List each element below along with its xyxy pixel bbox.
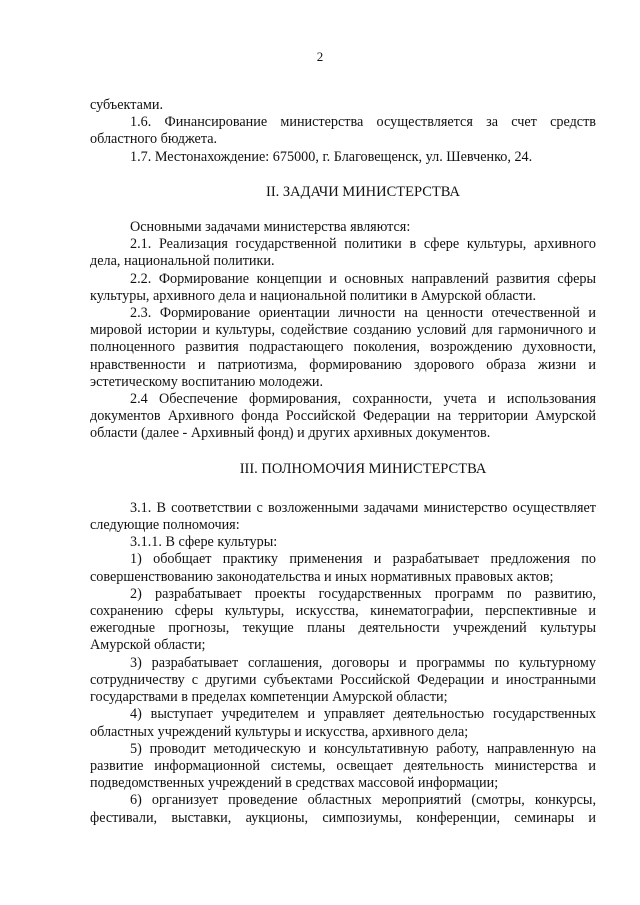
paragraph: 1.6. Финансирование министерства осуществляется за счет средств областного бюджета. <box>90 114 596 148</box>
paragraph: 2.3. Формирование ориентации личности на ценности отечественной и мировой истории и культуры, содействие созданию условий для гармоничного и полноценного развития подрастающего поколения, возрождению духовности, нравственности и патриотизма, формированию здорового образа жизни и эстетическому воспитанию молодежи. <box>90 305 596 390</box>
paragraph: 2.2. Формирование концепции и основных направлений развития сферы культуры, архивного дела и национальной политики в Амурской области. <box>90 270 596 304</box>
paragraph: 2.1. Реализация государственной политики в сфере культуры, архивного дела, национальной политики. <box>90 236 596 270</box>
paragraph: 3.1.1. В сфере культуры: <box>130 534 278 551</box>
section-heading-powers: III. ПОЛНОМОЧИЯ МИНИСТЕРСТВА <box>239 460 487 477</box>
page-number: 2 <box>316 49 324 64</box>
paragraph: 3.1. В соответствии с возложенными задачами министерство осуществляет следующие полномочия: <box>90 499 596 534</box>
paragraph: 1.7. Местонахождение: 675000, г. Благовещенск, ул. Шевченко, 24. <box>130 148 533 165</box>
paragraph: 2.4 Обеспечение формирования, сохранности, учета и использования документов Архивного фонда Российской Федерации на территории Амурской области (далее - Архивный фонд) и других архивных документов. <box>90 391 596 442</box>
paragraph: Основными задачами министерства являются: <box>130 219 411 236</box>
paragraph: 6) организует проведение областных мероприятий (смотры, конкурсы, фестивали, выставки, аукционы, симпозиумы, конференции, семинары и <box>90 792 596 826</box>
paragraph: 1) обобщает практику применения и разрабатывает предложения по совершенствованию законодательства и иных нормативных правовых актов; <box>90 551 596 585</box>
paragraph: 4) выступает учредителем и управляет деятельностью государственных областных учреждений культуры и искусства, архивного дела; <box>90 706 596 740</box>
section-heading-tasks: II. ЗАДАЧИ МИНИСТЕРСТВА <box>265 183 460 200</box>
document-body <box>90 97 596 827</box>
paragraph: 5) проводит методическую и консультативную работу, направленную на развитие информационной системы, освещает деятельность министерства и подведомственных учреждений в средствах массовой информации; <box>90 740 596 792</box>
paragraph: субъектами. <box>90 97 164 113</box>
paragraph: 2) разрабатывает проекты государственных программ по развитию, сохранению сферы культуры, искусства, кинематографии, перспективные и ежегодные прогнозы, текущие планы деятельности учреждений культуры Амурской области; <box>90 585 596 654</box>
paragraph: 3) разрабатывает соглашения, договоры и программы по культурному сотрудничеству с другими субъектами Российской Федерации и иностранными государствами в пределах компетенции Амурской области; <box>90 654 596 706</box>
